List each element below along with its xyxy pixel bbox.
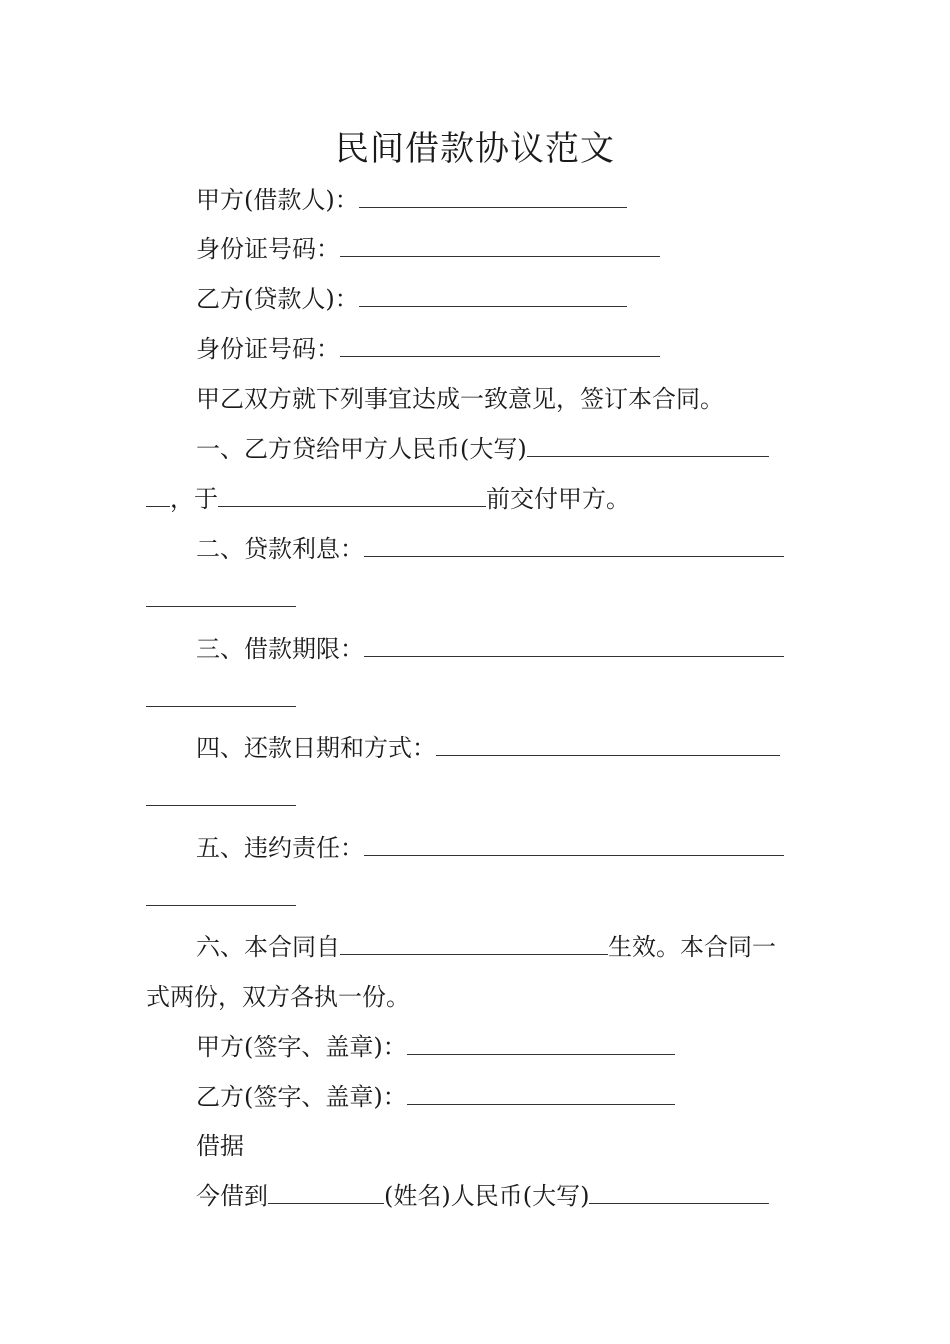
clause1-amount-blank — [527, 434, 769, 457]
sign-b-label: 乙方(签字、盖章)： — [196, 1083, 407, 1111]
clause4-blank — [436, 733, 780, 756]
clause6-date-blank — [340, 932, 608, 955]
id-b-label: 身份证号码： — [196, 335, 340, 363]
clause4-line — [196, 731, 780, 765]
clause3-blank-cont — [146, 706, 296, 707]
id-a-label: 身份证号码： — [196, 235, 340, 263]
clause6-label: 六、本合同自 — [196, 933, 340, 961]
sign-b-blank — [407, 1082, 675, 1105]
clause2-blank — [364, 534, 784, 557]
agreement-text: 甲乙双方就下列事宜达成一致意见，签订本合同。 — [196, 385, 724, 413]
clause5-blank-cont — [146, 905, 296, 906]
clause4-label: 四、还款日期和方式： — [196, 734, 436, 762]
party-a-label: 甲方(借款人)： — [196, 186, 359, 214]
clause2-line — [196, 532, 784, 566]
party-b-blank — [359, 284, 627, 307]
clause5-label: 五、违约责任： — [196, 834, 364, 862]
receipt-amount-blank — [589, 1181, 769, 1204]
clause1-date-blank — [218, 484, 486, 507]
party-b-line — [196, 282, 627, 316]
clause6-effective: 生效。本合同一 — [608, 933, 776, 961]
sign-b-line — [196, 1080, 675, 1114]
clause3-blank — [364, 634, 784, 657]
receipt-pre: 今借到 — [196, 1182, 268, 1210]
id-b-blank — [340, 334, 660, 357]
sign-a-blank — [407, 1032, 675, 1055]
receipt-line — [196, 1179, 769, 1213]
agreement-line — [196, 382, 724, 416]
receipt-title-line — [196, 1129, 244, 1163]
clause1-deliver: 前交付甲方。 — [486, 485, 630, 513]
clause5-blank — [364, 833, 784, 856]
party-b-label: 乙方(贷款人)： — [196, 285, 359, 313]
party-a-blank — [359, 185, 627, 208]
clause6-cont-line — [146, 980, 410, 1014]
clause6-line — [196, 930, 776, 964]
receipt-title: 借据 — [196, 1132, 244, 1160]
id-a-line — [196, 232, 660, 266]
clause1-amount-blank-cont — [146, 484, 170, 507]
id-b-line — [196, 332, 660, 366]
clause5-line — [196, 831, 784, 865]
clause1-label: 一、乙方贷给甲方人民币(大写) — [196, 435, 527, 463]
clause1-yu: ，于 — [170, 485, 218, 513]
receipt-name-blank — [268, 1181, 384, 1204]
receipt-mid: (姓名)人民币(大写) — [384, 1182, 590, 1210]
clause2-blank-cont — [146, 606, 296, 607]
clause4-blank-cont — [146, 805, 296, 806]
sign-a-label: 甲方(签字、盖章)： — [196, 1033, 407, 1061]
id-a-blank — [340, 234, 660, 257]
clause6-copies: 式两份，双方各执一份。 — [146, 983, 410, 1011]
clause3-line — [196, 632, 784, 666]
party-a-line — [196, 183, 627, 217]
clause1-cont-line — [146, 482, 630, 516]
clause1-line — [196, 432, 769, 466]
clause3-label: 三、借款期限： — [196, 635, 364, 663]
document-title: 民间借款协议范文 — [335, 129, 615, 169]
clause2-label: 二、贷款利息： — [196, 535, 364, 563]
sign-a-line — [196, 1030, 675, 1064]
